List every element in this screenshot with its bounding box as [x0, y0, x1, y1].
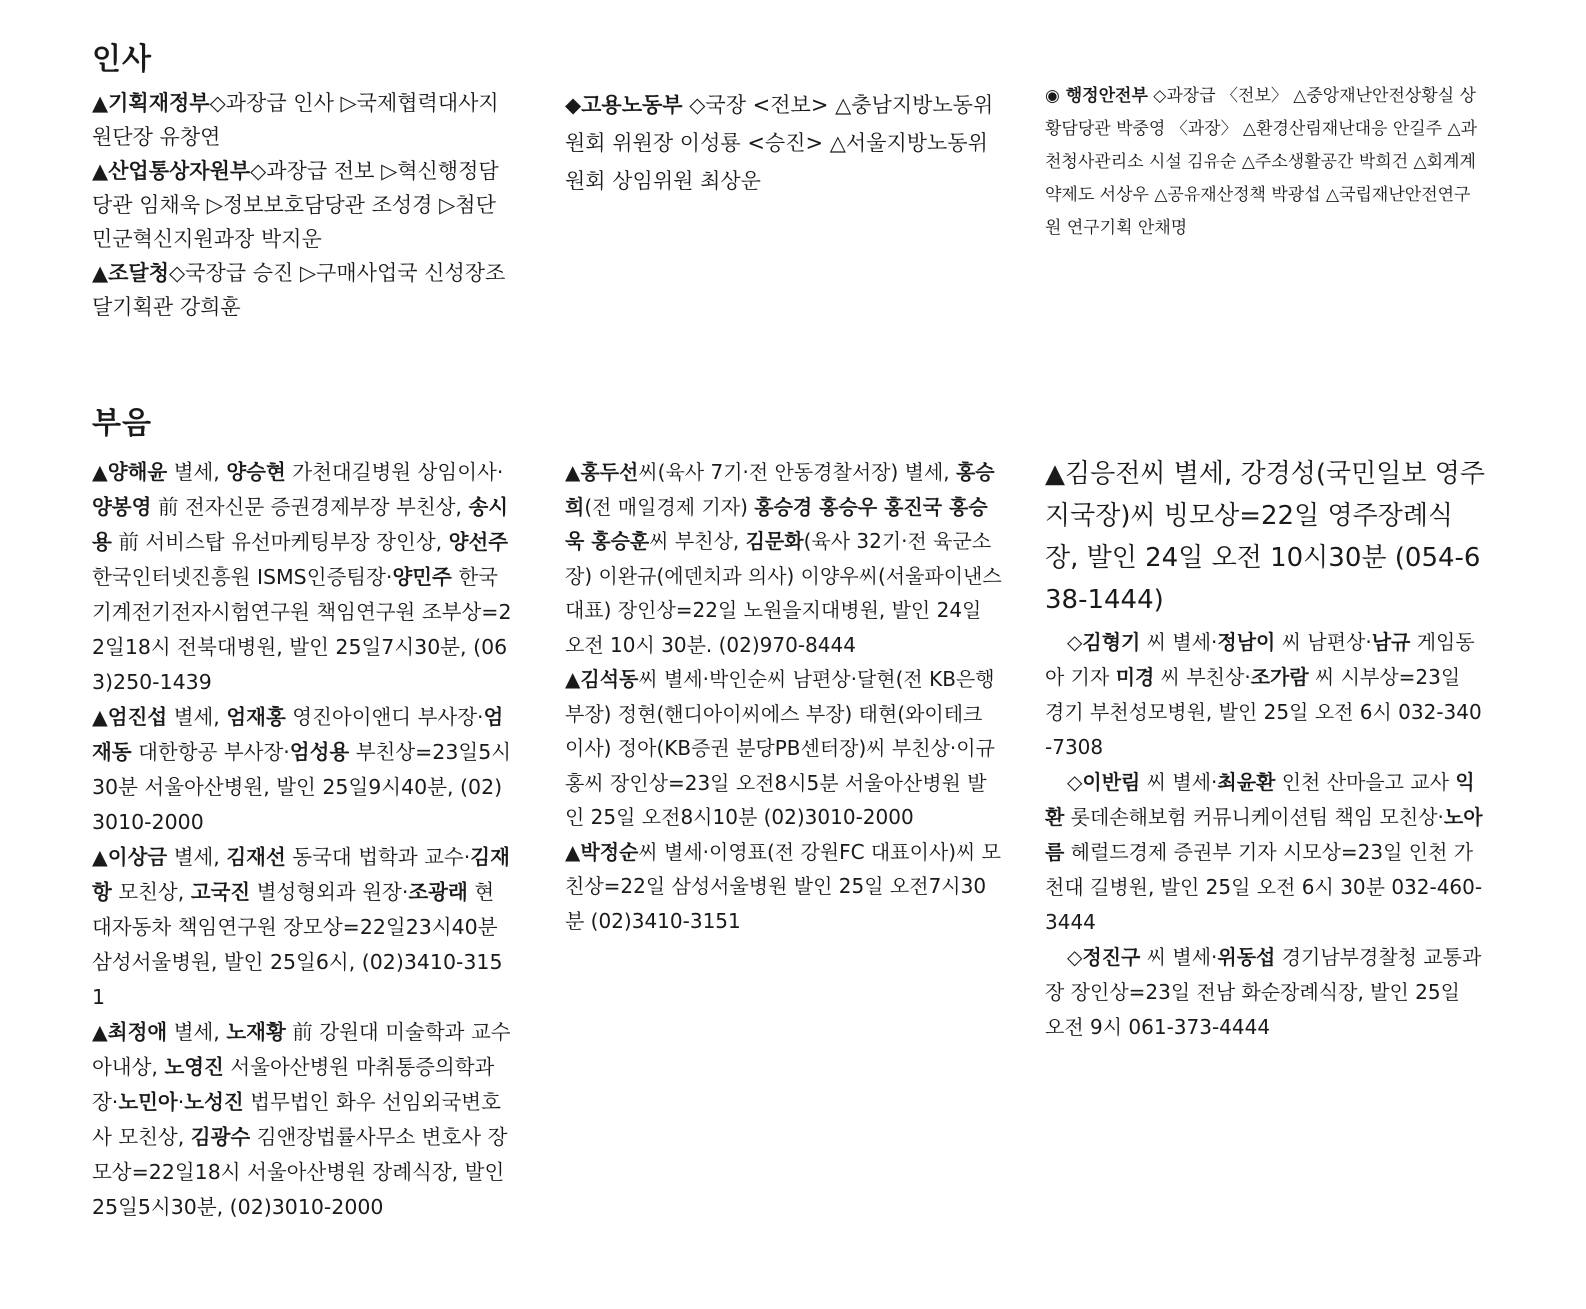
person-name: 최윤환 [1217, 770, 1276, 794]
person-name: 위동섭 [1217, 945, 1276, 969]
entry-text: ◇과장급 전보 ▷혁신행정담당관 임채욱 ▷정보보호담당관 조성경 ▷첨단민군혁신지원과장 박지운 [92, 159, 499, 251]
person-name: ▲이상금 [92, 845, 168, 869]
personnel-entry [565, 86, 1003, 200]
obituary-entry [565, 835, 1003, 939]
entry-text: 게임동아 기자 [1045, 630, 1475, 689]
entry-text: 롯데손해보험 커뮤니케이션팀 책임 모친상· [1064, 805, 1444, 829]
obituary-entry [1045, 625, 1485, 765]
personnel-heading: 인사 [92, 42, 152, 77]
obituary-entry [565, 662, 1003, 835]
person-name: ◇이반림 [1067, 770, 1141, 794]
personnel-column-1 [92, 86, 512, 324]
entry-text: ◇국장 <전보> △충남지방노동위원회 위원장 이성룡 <승진> △서울지방노동위원회 상임위원 최상운 [565, 93, 994, 193]
obituary-column-2 [565, 455, 1003, 938]
entry-text: 씨 시부상=23일 경기 부천성모병원, 발인 25일 오전 6시 032-340-7308 [1045, 665, 1482, 759]
obituary-entry [1045, 765, 1485, 940]
obituary-column-3-entries [1045, 625, 1485, 1045]
person-name: ▲김석동 [565, 667, 639, 691]
person-name: 노민아 [118, 1090, 178, 1114]
entry-text: 씨 별세·박인순씨 남편상·달현(전 KB은행 부장) 정현(핸디아이씨에스 부장) 태현(와이테크 이사) 정아(KB증권 분당PB센터장)씨 부친상·이규홍씨 장인상=23일 오전8시5분 서울아산병원 발인 25일 오전8시10분 (02)3010-2000 [565, 667, 995, 829]
entry-text: 별성형외과 원장· [250, 880, 409, 904]
person-name: 엄재동 [92, 705, 504, 764]
entry-text: 씨 부친상, [649, 529, 746, 553]
entry-text: 씨 별세· [1140, 770, 1218, 794]
person-name: ▲박정순 [565, 839, 639, 864]
entry-text: 한국기계전기전자시험연구원 책임연구원 조부상=22일18시 전북대병원, 발인 25일7시30분, (063)250-1439 [92, 565, 512, 694]
entry-text: 씨(육사 7기·전 안동경찰서장) 별세, [638, 460, 956, 484]
entry-text: 경기남부경찰청 교통과장 장인상=23일 전남 화순장례식장, 발인 25일 오전 9시 061-373-4444 [1045, 945, 1482, 1039]
person-name: 남규 [1371, 630, 1411, 654]
entry-text: 인천 산마을고 교사 [1275, 770, 1456, 794]
personnel-entry [92, 256, 512, 324]
obituary-entry [92, 700, 512, 840]
ministry-name: ◉ 행정안전부 [1045, 86, 1148, 106]
person-name: 양승현 [226, 460, 286, 484]
personnel-entry [1045, 80, 1485, 245]
person-name: 송시용 [92, 495, 509, 554]
entry-text: 현대자동차 책임연구원 장모상=22일23시40분 삼성서울병원, 발인 25일6시, (02)3410-3151 [92, 880, 503, 1009]
person-name: 미경 [1115, 665, 1155, 689]
person-name: 엄성용 [289, 740, 350, 764]
entry-text: 대한항공 부사장· [131, 740, 290, 764]
person-name: 고국진 [190, 880, 251, 904]
obituary-column-3 [1045, 453, 1485, 1045]
person-name: 김재선 [226, 845, 286, 869]
entry-text: 씨 부친상· [1154, 665, 1251, 689]
obituary-entry [92, 840, 512, 1015]
personnel-entry [92, 86, 512, 154]
person-name: ◇김형기 [1067, 630, 1141, 654]
entry-text: 前 서비스탑 유선마케팅부장 장인상, [111, 530, 449, 554]
entry-text: 한국인터넷진흥원 ISMS인증팀장· [92, 565, 393, 589]
entry-text: 별세, [167, 845, 227, 869]
person-name: ◇정진구 [1067, 945, 1141, 969]
entry-text: (육사 32기·전 육군소장) 이완규(에덴치과 의사) 이양우씨(서울파이낸스 대표) 장인상=22일 노원을지대병원, 발인 24일 오전 10시 30분. (02)970-8444 [565, 529, 1002, 657]
obituary-heading: 부음 [92, 406, 152, 441]
entry-text: ◇국장급 승진 ▷구매사업국 신성장조달기획관 강희훈 [92, 261, 506, 319]
obituary-entry [1045, 940, 1485, 1045]
obituary-entry [565, 455, 1003, 662]
personnel-column-3 [1045, 80, 1485, 245]
entry-text: ◇과장급 인사 ▷국제협력대사지원단장 유창연 [92, 91, 499, 149]
entry-text: (전 매일경제 기자) [584, 494, 755, 519]
entry-text: 영진아이앤디 부사장· [285, 705, 484, 729]
person-name: 노아름 [1045, 805, 1483, 864]
person-name: 익환 [1045, 770, 1475, 829]
person-name: ▲양해윤 [92, 460, 168, 484]
entry-text: 동국대 법학과 교수· [285, 845, 471, 869]
obituary-entry-featured: ▲김응전씨 별세, 강경성(국민일보 영주지국장)씨 빙모상=22일 영주장례식장, 발인 24일 오전 10시30분 (054-638-1444) [1045, 459, 1485, 615]
entry-text: 별세, [167, 1020, 227, 1044]
person-name: 김재항 [92, 845, 510, 904]
entry-text: 씨 별세· [1140, 945, 1218, 969]
obituary-entry [92, 1015, 512, 1225]
entry-text: 법무법인 화우 선임외국변호사 모친상, [92, 1090, 501, 1149]
person-name: ▲최정애 [92, 1020, 168, 1044]
person-name: 홍승희 [565, 460, 995, 519]
person-name: 양선주 [448, 530, 509, 554]
entry-text: 부친상=23일5시30분 서울아산병원, 발인 25일9시40분, (02)3010-2000 [92, 740, 512, 834]
ministry-name: ▲조달청 [92, 261, 170, 285]
entry-text: 씨 별세·이영표(전 강원FC 대표이사)씨 모친상=22일 삼성서울병원 발인 25일 오전7시30분 (02)3410-3151 [565, 839, 1002, 933]
entry-text: 별세, [167, 460, 227, 484]
ministry-name: ▲산업통상자원부 [92, 159, 251, 183]
person-name: 조광래 [408, 880, 468, 904]
person-name: 홍승경 홍승우 홍진국 홍승욱 홍승훈 [565, 494, 988, 553]
person-name: ▲엄진섭 [92, 705, 168, 729]
entry-text: 가천대길병원 상임이사· [285, 460, 504, 484]
entry-text: 前 전자신문 증권경제부장 부친상, [151, 495, 469, 519]
entry-text: 모친상, [111, 880, 191, 904]
ministry-name: ▲기획재정부 [92, 91, 210, 115]
obituary-entry [92, 455, 512, 700]
person-name: 노성진 [184, 1090, 244, 1114]
person-name: ▲홍두선 [565, 460, 639, 484]
entry-text: ◇과장급 〈전보〉 △중앙재난안전상황실 상황담당관 박중영 〈과장〉 △환경산림재난대응 안길주 △과천청사관리소 시설 김유순 △주소생활공간 박희건 △회계계약제도 서상우 △공유재산정책 박광섭 △국립재난안전연구원 연구기획 안채명 [1045, 86, 1478, 238]
person-name: 정남이 [1217, 630, 1276, 654]
person-name: 엄재홍 [226, 705, 286, 729]
person-name: 노영진 [164, 1055, 224, 1079]
entry-text: 서울아산병원 마취통증의학과장· [92, 1055, 495, 1114]
personnel-entry [92, 154, 512, 256]
entry-text: 김앤장법률사무소 변호사 장모상=22일18시 서울아산병원 장례식장, 발인 25일5시30분, (02)3010-2000 [92, 1125, 508, 1219]
entry-text: · [177, 1090, 185, 1114]
entry-text: 별세, [167, 705, 227, 729]
ministry-name: ◆고용노동부 [565, 93, 683, 117]
entry-text: 씨 별세· [1140, 630, 1218, 654]
person-name: 조가람 [1250, 665, 1309, 689]
person-name: 양민주 [392, 565, 452, 589]
obituary-column-1 [92, 455, 512, 1225]
personnel-column-2 [565, 86, 1003, 200]
person-name: 노재황 [226, 1020, 286, 1044]
entry-text: 前 강원대 미술학과 교수 아내상, [92, 1020, 511, 1079]
entry-text: 헤럴드경제 증권부 기자 시모상=23일 인천 가천대 길병원, 발인 25일 오전 6시 30분 032-460-3444 [1045, 840, 1483, 934]
person-name: 김문화 [745, 529, 804, 553]
person-name: 양봉영 [92, 495, 152, 519]
entry-text: 씨 남편상· [1275, 630, 1372, 654]
person-name: 김광수 [190, 1125, 251, 1149]
